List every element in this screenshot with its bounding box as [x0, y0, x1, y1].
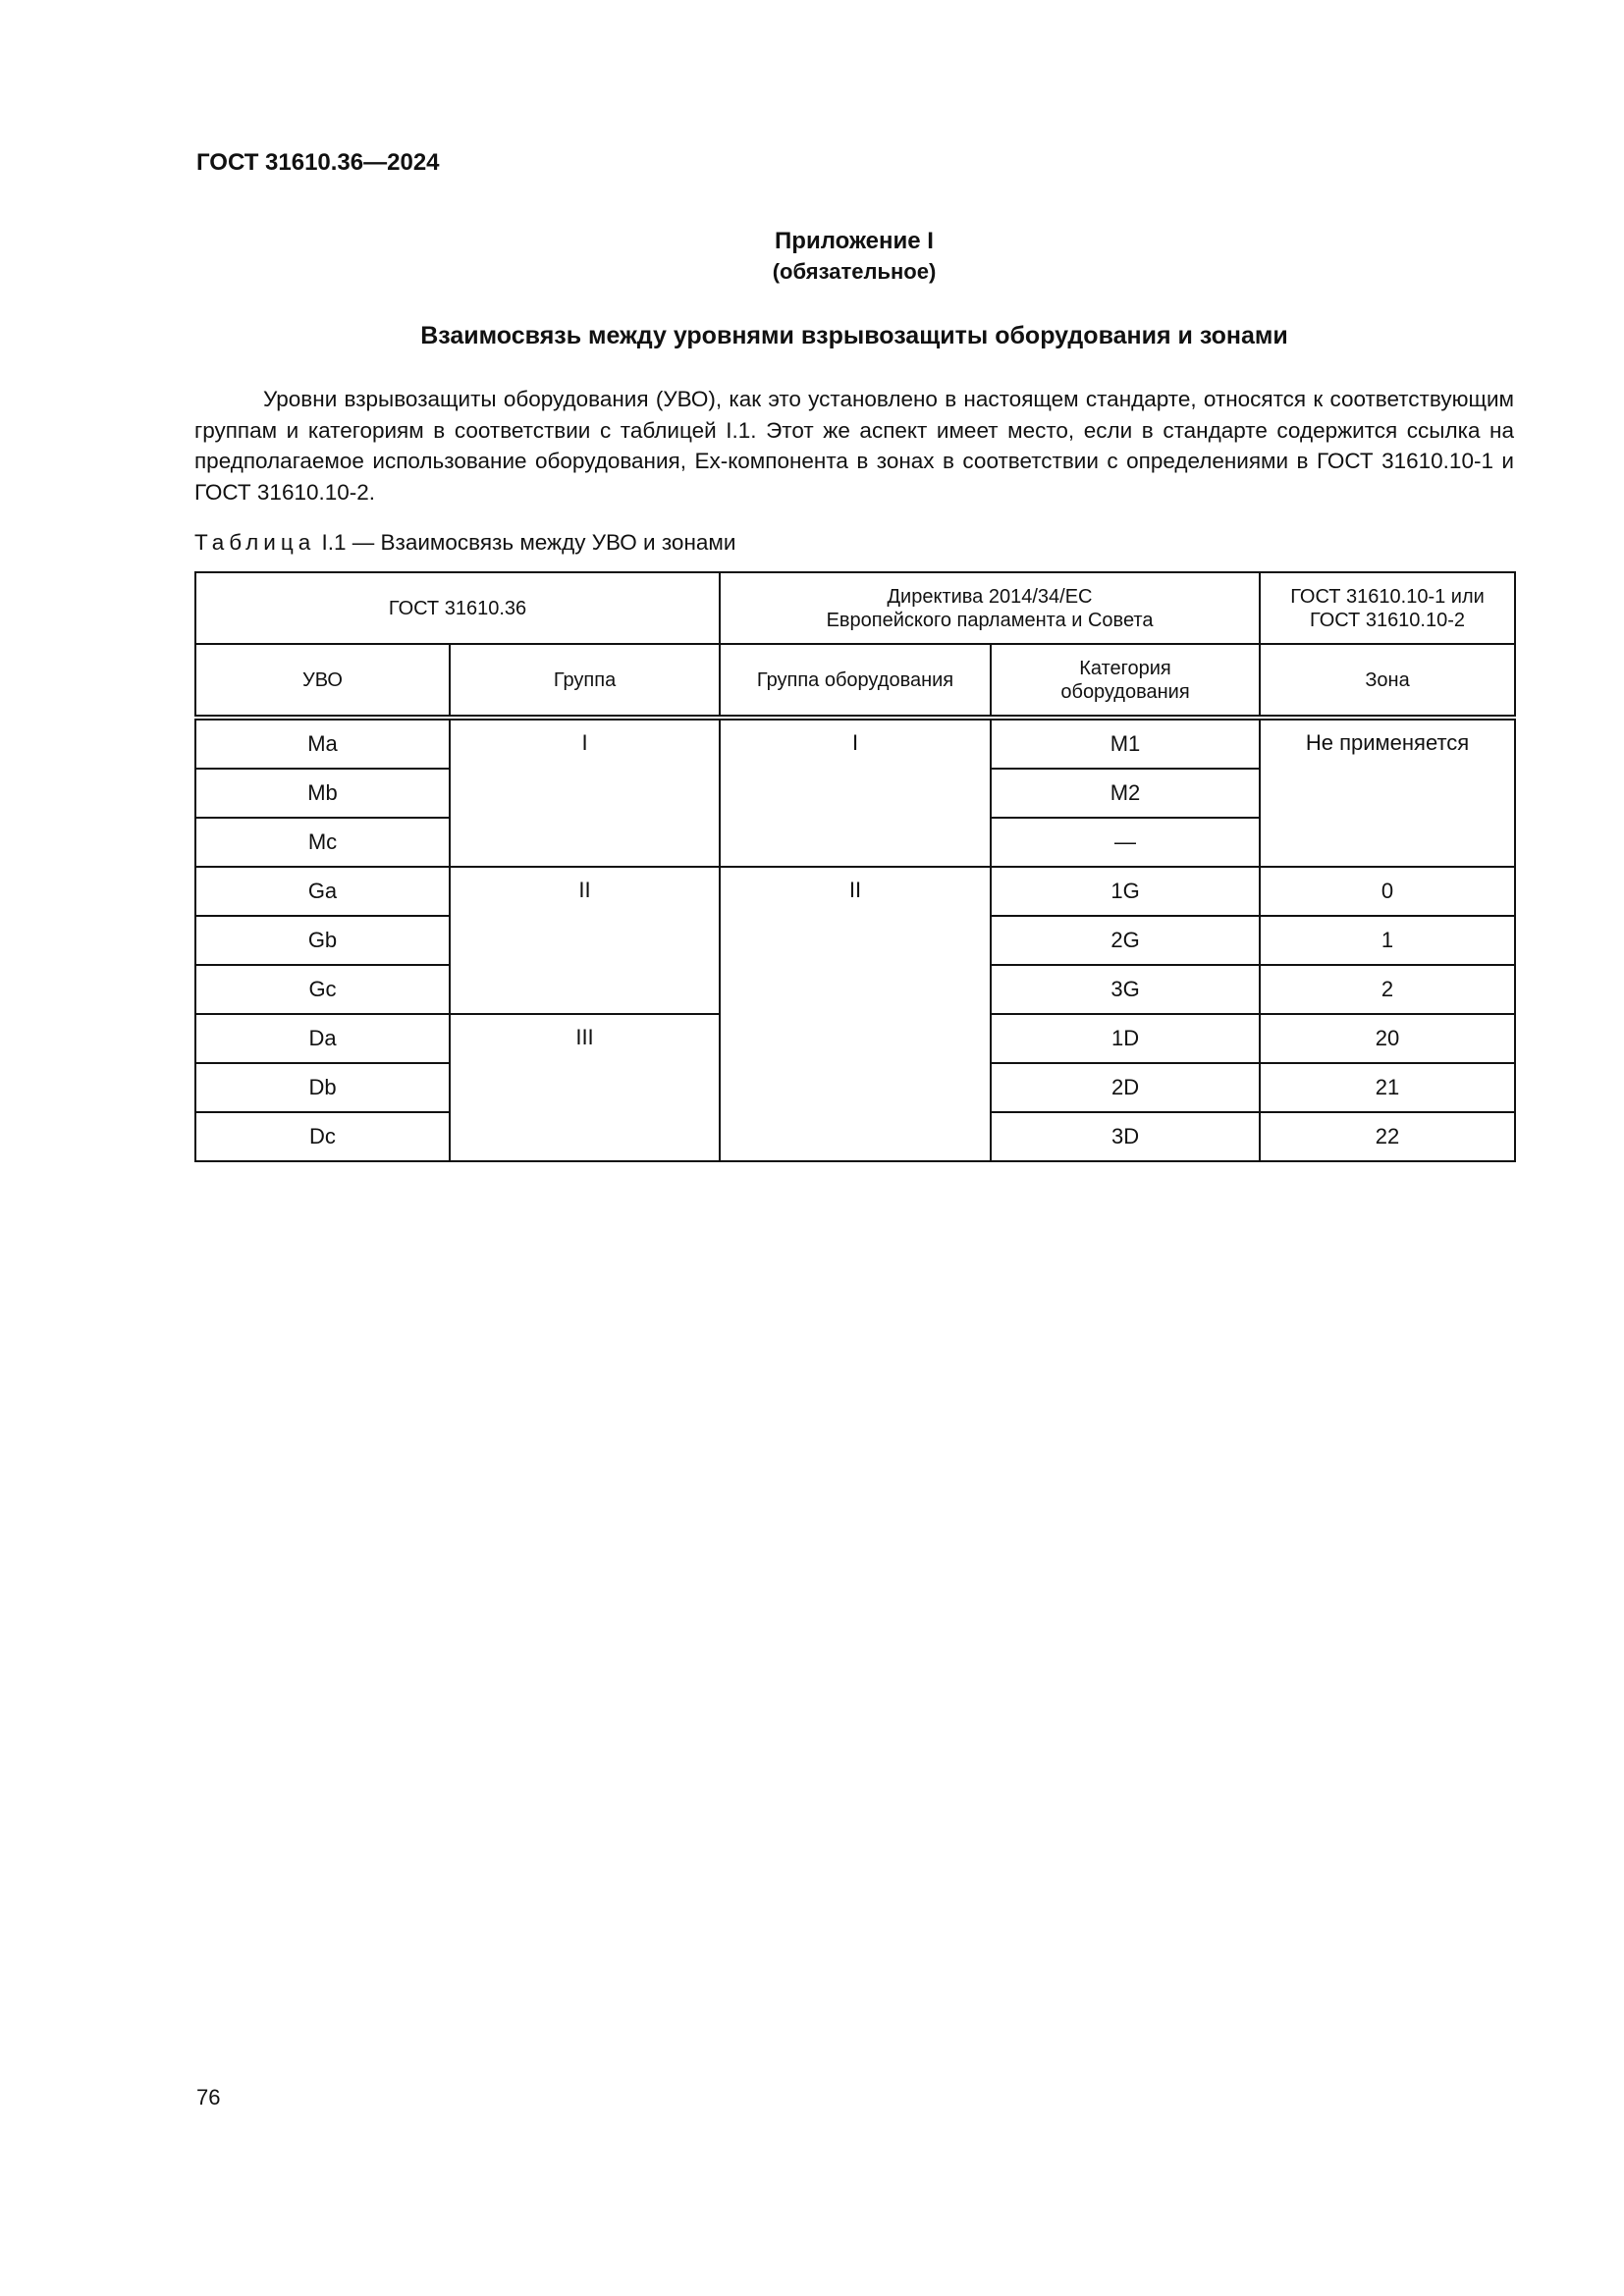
table-group-header-row — [195, 572, 1515, 644]
zone-cell: 20 — [1260, 1014, 1515, 1063]
body-paragraph: Уровни взрывозащиты оборудования (УВО), как это установлено в настоящем стандарте, относятся к соответствующим группам и категориям в соответствии с таблицей I.1. Этот же аспект имеет место, если в стандарте содержится ссылка на предполагаемое использование оборудования, Ex-компонента в зонах в соответствии с определениями в ГОСТ 31610.10-1 и ГОСТ 31610.10-2. — [194, 387, 1514, 505]
category-cell: M1 — [991, 718, 1260, 769]
table-row — [195, 718, 1515, 769]
caption-prefix: Таблица — [194, 530, 316, 555]
equipment-group-cell: I — [720, 718, 991, 867]
table-row — [195, 867, 1515, 916]
header-category-line1: Категория — [1079, 657, 1171, 679]
document-id: ГОСТ 31610.36—2024 — [196, 149, 440, 176]
appendix-title: Приложение I — [775, 228, 934, 254]
header-gost-line1: ГОСТ 31610.10-1 или — [1290, 585, 1485, 608]
category-cell: — — [991, 818, 1260, 867]
caption-text: I.1 — Взаимосвязь между УВО и зонами — [321, 530, 736, 555]
header-directive-line1: Директива 2014/34/ЕС — [887, 585, 1093, 608]
category-cell: 1D — [991, 1014, 1260, 1063]
category-cell: M2 — [991, 769, 1260, 818]
header-uvo: УВО — [195, 644, 450, 718]
table-caption — [194, 530, 735, 556]
group-cell: III — [450, 1014, 720, 1161]
category-cell: 2G — [991, 916, 1260, 965]
uvo-cell: Dc — [195, 1112, 450, 1161]
zone-cell: 1 — [1260, 916, 1515, 965]
group-cell: I — [450, 718, 720, 867]
uvo-cell: Mc — [195, 818, 450, 867]
zone-cell: 22 — [1260, 1112, 1515, 1161]
header-zone: Зона — [1260, 644, 1515, 718]
appendix-subtitle: (обязательное) — [772, 259, 937, 284]
equipment-group-cell: II — [720, 867, 991, 1161]
uvo-cell: Ma — [195, 718, 450, 769]
group-cell: II — [450, 867, 720, 1014]
uvo-cell: Db — [195, 1063, 450, 1112]
header-equipment-group: Группа оборудования — [720, 644, 991, 718]
header-gost-line2: ГОСТ 31610.10-2 — [1310, 609, 1466, 631]
header-category-line2: оборудования — [1060, 680, 1190, 703]
uvo-cell: Da — [195, 1014, 450, 1063]
category-cell: 3D — [991, 1112, 1260, 1161]
table-header-row — [195, 644, 1515, 718]
uvo-cell: Mb — [195, 769, 450, 818]
zone-cell: 0 — [1260, 867, 1515, 916]
uvo-zones-table — [194, 571, 1516, 1162]
category-cell: 2D — [991, 1063, 1260, 1112]
header-gost-31610-10 — [1260, 572, 1515, 644]
uvo-cell: Ga — [195, 867, 450, 916]
header-directive — [720, 572, 1260, 644]
page-number: 76 — [196, 2085, 221, 2109]
header-directive-line2: Европейского парламента и Совета — [826, 609, 1154, 631]
header-category — [991, 644, 1260, 718]
zone-cell: 21 — [1260, 1063, 1515, 1112]
header-gost-31610-36: ГОСТ 31610.36 — [195, 572, 720, 644]
category-cell: 3G — [991, 965, 1260, 1014]
section-title: Взаимосвязь между уровнями взрывозащиты оборудования и зонами — [420, 322, 1288, 349]
zone-cell: 2 — [1260, 965, 1515, 1014]
category-cell: 1G — [991, 867, 1260, 916]
uvo-cell: Gb — [195, 916, 450, 965]
zone-cell: Не применяется — [1260, 718, 1515, 867]
header-group: Группа — [450, 644, 720, 718]
uvo-cell: Gc — [195, 965, 450, 1014]
